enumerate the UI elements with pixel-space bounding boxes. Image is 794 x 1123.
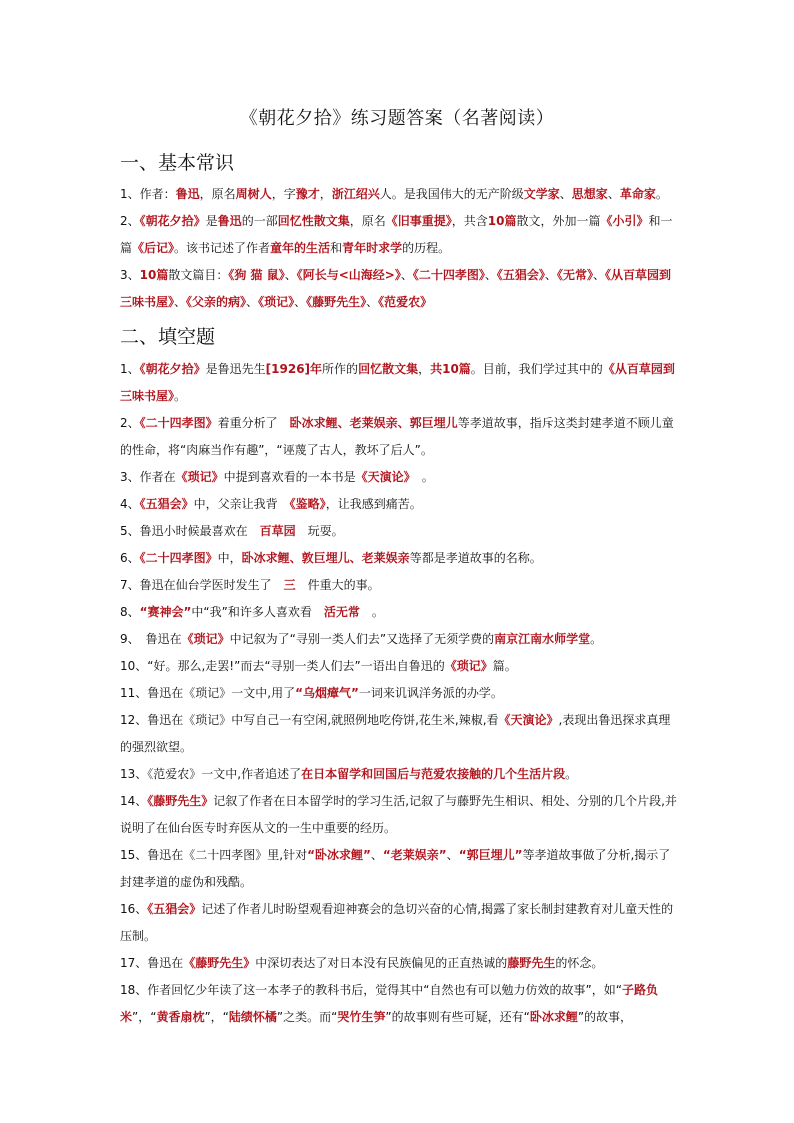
question-text: 玩耍。 — [295, 524, 344, 538]
question-text: 11、鲁迅在《琐记》一文中,用了 — [120, 686, 296, 700]
section-heading-basic-knowledge: 一、基本常识 — [120, 152, 235, 174]
answer-text: 《藤野先生》 — [147, 794, 214, 808]
question-text: 3、作者在 — [120, 470, 176, 484]
section-heading-fill-in-blanks: 二、填空题 — [120, 326, 216, 348]
answer-text: 三 — [283, 578, 296, 592]
question-text: 中“我”和许多人喜欢看 — [191, 605, 324, 619]
question-text: 记述了作者儿时盼望观看迎神赛会的急切兴奋的心情,揭露了家长制封建教育对儿童天性的压制。 — [120, 902, 674, 943]
question-item — [120, 572, 682, 599]
answer-text: 革命家 — [619, 187, 656, 201]
answer-text: “乌烟瘴气” — [295, 686, 359, 700]
question-text: 等孝道故事做了分析,揭示了封建孝道的虚伪和残酷。 — [120, 848, 671, 889]
question-text: 。 — [565, 767, 578, 781]
answer-text: 《狗 猫 鼠》 — [228, 268, 285, 282]
question-text: ”的故事， — [577, 1010, 633, 1024]
question-item — [120, 977, 682, 1031]
answer-text: 黄香扇枕 — [156, 1010, 205, 1024]
question-text: 、 — [592, 268, 605, 282]
answer-text: 哭竹生笋 — [337, 1010, 386, 1024]
question-text: 的历程。 — [402, 241, 451, 255]
question-item — [120, 491, 682, 518]
question-item — [120, 653, 682, 680]
question-text: ， — [319, 187, 332, 201]
question-item — [120, 410, 682, 464]
answer-text: 10篇 — [487, 214, 517, 228]
question-text: 、 — [607, 187, 620, 201]
answer-text: 回忆散文集 — [358, 362, 419, 376]
answer-text: 10篇 — [139, 268, 169, 282]
question-item — [120, 788, 682, 842]
question-item — [120, 896, 682, 950]
question-text: 。目前，我们学过其中的 — [470, 362, 603, 376]
answer-text: “卧冰求鲤” — [307, 848, 371, 862]
answer-text: 陆绩怀橘 — [228, 1010, 277, 1024]
question-text: 8、 — [120, 605, 140, 619]
answer-text: 《琐记》 — [175, 470, 224, 484]
question-text: 。该书记述了作者 — [174, 241, 271, 255]
question-text: 等孝道故事，指斥这类封建孝道不顾儿童的性命，将“肉麻当作有趣”，“诬蔑了古人，教坏了后人”。 — [120, 416, 674, 457]
answer-text: 活无常 — [323, 605, 360, 619]
question-text: 、 — [246, 295, 259, 309]
question-text: 10、“好。那么,走罢!”而去“寻别一类人们去”一语出自鲁迅的 — [120, 659, 445, 673]
answer-text: 《藤野先生》 — [306, 295, 367, 309]
answer-text: 《后记》 — [132, 241, 175, 255]
question-text: 件重大的事。 — [295, 578, 380, 592]
question-item — [120, 181, 682, 208]
answer-text: 藤野先生 — [507, 956, 556, 970]
question-text: 2、 — [120, 416, 140, 430]
question-text: 、 — [559, 187, 572, 201]
answer-text: 《琐记》 — [181, 632, 230, 646]
answer-text: 《从百草园到三味书屋》 — [120, 362, 675, 403]
question-text: 中记叙为了“寻别一类人们去”又选择了无须学费的 — [229, 632, 495, 646]
question-text: ， — [418, 362, 431, 376]
document-title: 《朝花夕拾》练习题答案（名著阅读） — [239, 108, 555, 129]
answer-text: 豫才 — [295, 187, 320, 201]
question-text: 所作的 — [322, 362, 359, 376]
question-text: 是鲁迅先生 — [205, 362, 266, 376]
question-text: 、 — [174, 295, 187, 309]
question-text: 、 — [400, 268, 413, 282]
question-text: ”，“ — [132, 1010, 157, 1024]
answer-text: 《二十四孝图》 — [412, 268, 485, 282]
answer-text: 《旧事重提》 — [385, 214, 452, 228]
question-item — [120, 599, 682, 626]
answer-text: 《小引》 — [600, 214, 649, 228]
answer-text: 《藤野先生》 — [183, 956, 256, 970]
question-text: 3、 — [120, 268, 140, 282]
question-text: 。 — [174, 389, 187, 403]
question-text: 篇。 — [492, 659, 517, 673]
answer-text: 《五猖会》 — [139, 497, 194, 511]
question-text: 、 — [370, 848, 383, 862]
question-text: 1、 — [120, 362, 140, 376]
question-text: 和一篇 — [120, 214, 673, 255]
question-text: 18、作者回忆少年读了这一本孝子的教科书后，觉得其中“自然也有可以勉力仿效的故事”，如“ — [120, 983, 622, 997]
question-item — [120, 626, 682, 653]
question-item — [120, 545, 682, 572]
answer-text: “老莱娱亲” — [382, 848, 447, 862]
answer-text: 百草园 — [259, 524, 296, 538]
answer-text: 《朝花夕拾》 — [139, 214, 206, 228]
question-item — [120, 761, 682, 788]
question-text: ，让我感到痛苦。 — [325, 497, 422, 511]
answer-text: 思想家 — [571, 187, 608, 201]
question-text: 7、鲁迅在仙台学医时发生了 — [120, 578, 284, 592]
question-text: 和 — [330, 241, 343, 255]
question-text: 散文篇目： — [168, 268, 229, 282]
answer-text: 浙江绍兴 — [331, 187, 380, 201]
question-text: 、 — [294, 295, 307, 309]
question-text: 。 — [409, 470, 434, 484]
question-text: 。 — [359, 605, 384, 619]
question-text: 着重分析了 — [217, 416, 290, 430]
answer-text: 南京江南水师学堂 — [494, 632, 591, 646]
question-text: ”，“ — [204, 1010, 229, 1024]
answer-text: 《无常》 — [556, 268, 593, 282]
question-text: 的一部 — [241, 214, 278, 228]
question-item — [120, 950, 682, 977]
question-text: 人。是我国伟大的无产阶级 — [379, 187, 524, 201]
question-text: ,表现出鲁迅探求真理的强烈欲望。 — [120, 713, 671, 754]
question-text: 9、 鲁迅在 — [120, 632, 182, 646]
answer-text: 《五猖会》 — [147, 902, 202, 916]
question-text: 4、 — [120, 497, 140, 511]
answer-text: 卧冰求鲤、敦巨埋儿、老莱娱亲 — [241, 551, 410, 565]
answer-text: [1926]年 — [265, 362, 323, 376]
question-text: 、 — [446, 848, 459, 862]
question-text: ，字 — [271, 187, 296, 201]
question-text: 中，父亲让我背 — [193, 497, 290, 511]
question-item — [120, 842, 682, 896]
question-item — [120, 464, 682, 491]
question-item — [120, 680, 682, 707]
answer-text: 《琐记》 — [444, 659, 493, 673]
question-text: 的怀念。 — [555, 956, 604, 970]
question-text: 。 — [655, 187, 668, 201]
answer-text: 共10篇 — [430, 362, 471, 376]
answer-text: 《二十四孝图》 — [139, 551, 218, 565]
question-text: 散文，外加一篇 — [516, 214, 601, 228]
answer-text: 童年的生活 — [270, 241, 331, 255]
question-text: 、 — [484, 268, 497, 282]
answer-text: 《朝花夕拾》 — [139, 362, 206, 376]
question-item — [120, 356, 682, 410]
question-text: 12、鲁迅在《琐记》中写自己一有空闲,就照例地吃侉饼,花生米,辣椒,看 — [120, 713, 499, 727]
question-text: 中提到喜欢看的一本书是 — [223, 470, 356, 484]
question-text: 。 — [590, 632, 603, 646]
question-text: 5、鲁迅小时候最喜欢在 — [120, 524, 260, 538]
answer-text: 子路负米 — [120, 983, 658, 1024]
question-text: 2、 — [120, 214, 140, 228]
question-text: 6、 — [120, 551, 140, 565]
question-text: 13、《范爱农》一文中,作者追述了 — [120, 767, 302, 781]
answer-text: 卧冰求鲤 — [529, 1010, 578, 1024]
question-text: 、 — [366, 295, 379, 309]
question-text: 17、鲁迅在 — [120, 956, 184, 970]
question-text: 、 — [284, 268, 297, 282]
question-text: ，原名 — [199, 187, 236, 201]
answer-text: 《鉴略》 — [289, 497, 326, 511]
answer-text: 《从百草园到三味书屋》 — [120, 268, 671, 309]
question-text: 中， — [217, 551, 242, 565]
answer-text: 青年时求学 — [342, 241, 403, 255]
answer-text: 周树人 — [235, 187, 272, 201]
answer-text: “郭巨埋儿” — [458, 848, 523, 862]
answer-text: 《范爱农》 — [378, 295, 433, 309]
question-text: 14、 — [120, 794, 148, 808]
answer-text: 《二十四孝图》 — [139, 416, 218, 430]
answer-text: 卧冰求鲤、老莱娱亲、郭巨埋儿 — [289, 416, 458, 430]
answer-text: 回忆性散文集 — [277, 214, 350, 228]
answer-text: 《天演论》 — [498, 713, 559, 727]
question-text: 16、 — [120, 902, 148, 916]
question-text: 记叙了作者在日本留学时的学习生活,记叙了与藤野先生相识、相处、分别的几个片段,并说明了在仙台医专时弃医从文的一生中重要的经历。 — [120, 794, 677, 835]
answer-text: 《五猖会》 — [496, 268, 545, 282]
question-item — [120, 262, 682, 316]
question-item — [120, 518, 682, 545]
question-text: ”的故事则有些可疑，还有“ — [385, 1010, 530, 1024]
question-item — [120, 707, 682, 761]
question-text: 15、鲁迅在《二十四孝图》里,针对 — [120, 848, 308, 862]
answer-text: 《阿长与<山海经>》 — [296, 268, 401, 282]
answer-text: 鲁迅 — [217, 214, 242, 228]
question-text: 、 — [544, 268, 557, 282]
question-text: 一词来讥讽洋务派的办学。 — [358, 686, 503, 700]
answer-text: 在日本留学和回国后与范爱农接触的几个生活片段 — [301, 767, 566, 781]
answer-text: 文学家 — [523, 187, 560, 201]
question-text: 中深切表达了对日本没有民族偏见的正直热诚的 — [255, 956, 508, 970]
answer-text: “赛神会” — [139, 605, 192, 619]
answer-text: 鲁迅 — [175, 187, 200, 201]
question-item — [120, 208, 682, 262]
question-text: 1、作者： — [120, 187, 176, 201]
question-text: ”之类。而“ — [276, 1010, 338, 1024]
answer-text: 《天演论》 — [355, 470, 410, 484]
question-text: 是 — [205, 214, 218, 228]
answer-text: 《父亲的病》 — [186, 295, 247, 309]
answer-text: 《琐记》 — [258, 295, 295, 309]
question-text: ，原名 — [349, 214, 386, 228]
question-text: ，共含 — [451, 214, 488, 228]
question-text: 等都是孝道故事的名称。 — [409, 551, 542, 565]
